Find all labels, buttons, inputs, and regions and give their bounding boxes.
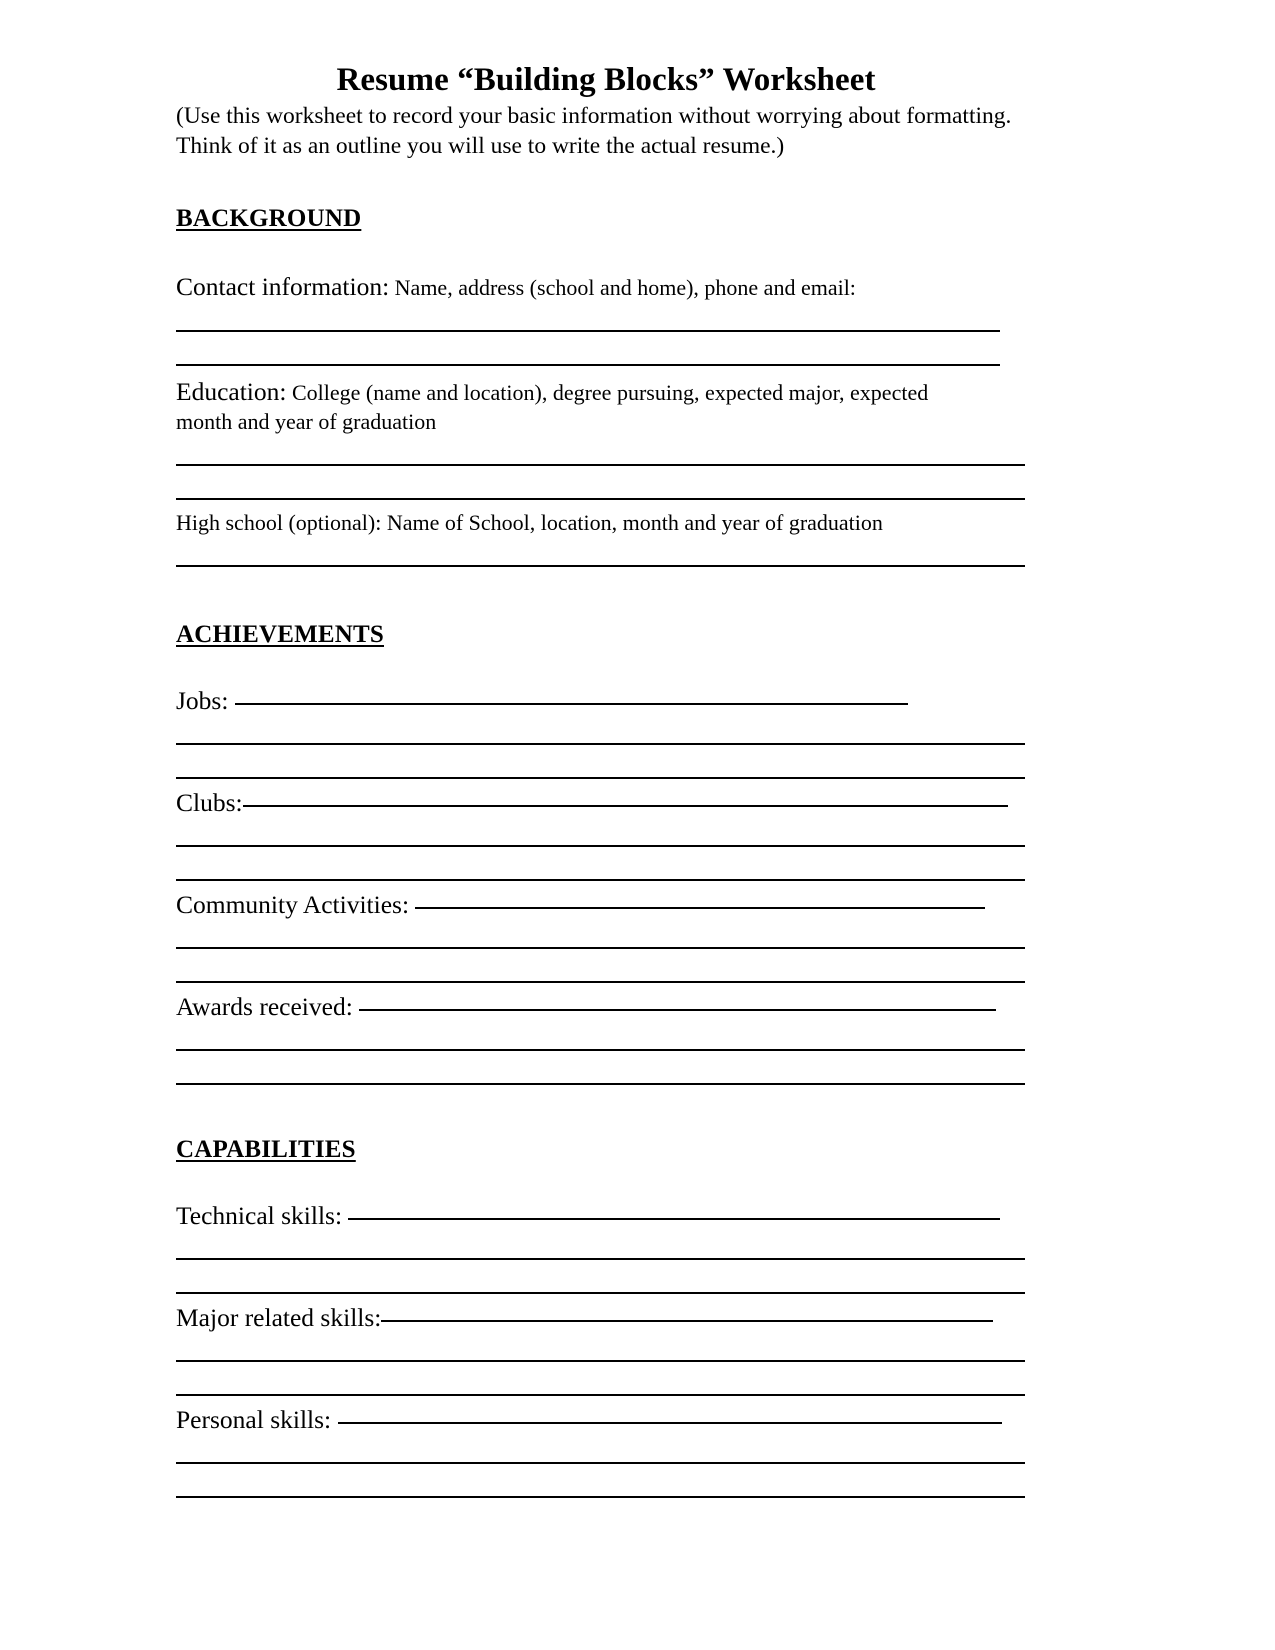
underline-rule — [176, 1049, 1025, 1051]
technical-skills-label: Technical skills: — [176, 1200, 349, 1230]
field-row-awards-received[interactable] — [176, 992, 1036, 1022]
education-description: College (name and location), degree pursuing, expected major, expected — [286, 380, 929, 406]
awards-received-label: Awards received: — [176, 991, 360, 1021]
write-line-contact-2[interactable] — [176, 341, 1036, 375]
contact-information-description: Name, address (school and home), phone and email: — [389, 275, 856, 301]
high-school-description: Name of School, location, month and year of graduation — [381, 509, 883, 535]
underline-rule-personal-skills — [338, 1422, 1002, 1424]
field-label-education — [176, 375, 1028, 408]
underline-rule — [176, 364, 1000, 366]
write-line-clubs-1[interactable] — [176, 818, 1036, 856]
spacer — [176, 649, 1036, 686]
underline-rule — [176, 1083, 1025, 1085]
field-row-community-activities[interactable] — [176, 890, 1036, 920]
section-heading-capabilities: CAPABILITIES — [176, 1135, 356, 1163]
write-line-high-school-1[interactable] — [176, 538, 1036, 576]
page-title: Resume “Building Blocks” Worksheet — [336, 62, 876, 98]
underline-rule — [176, 1496, 1025, 1498]
write-line-major-1[interactable] — [176, 1333, 1036, 1371]
write-line-education-1[interactable] — [176, 437, 1036, 475]
spacer — [176, 576, 1036, 621]
write-line-awards-1[interactable] — [176, 1022, 1036, 1060]
underline-rule — [176, 845, 1025, 847]
write-line-technical-2[interactable] — [176, 1269, 1036, 1303]
field-row-major-related-skills[interactable] — [176, 1303, 1036, 1333]
write-line-community-2[interactable] — [176, 958, 1036, 992]
personal-skills-label: Personal skills: — [176, 1405, 338, 1435]
underline-rule — [176, 498, 1025, 500]
field-row-technical-skills[interactable] — [176, 1201, 1036, 1231]
jobs-label: Jobs: — [176, 685, 235, 715]
underline-rule — [176, 981, 1025, 983]
section-heading-achievements: ACHIEVEMENTS — [176, 620, 384, 648]
education-description-line-2: month and year of graduation — [176, 409, 437, 435]
write-line-personal-2[interactable] — [176, 1473, 1036, 1507]
document-subtitle-line-2: Think of it as an outline you will use to write the actual resume.) — [176, 133, 785, 160]
spacer — [176, 1164, 1036, 1201]
write-line-clubs-2[interactable] — [176, 856, 1036, 890]
write-line-major-2[interactable] — [176, 1371, 1036, 1405]
spacer — [176, 1094, 1036, 1136]
high-school-label: High school (optional): — [176, 509, 382, 535]
field-row-clubs[interactable] — [176, 788, 1036, 818]
underline-rule — [176, 1462, 1025, 1464]
write-line-education-2[interactable] — [176, 475, 1036, 509]
field-label-contact-information — [176, 270, 1028, 303]
section-heading-background: BACKGROUND — [176, 205, 362, 233]
underline-rule-awards-received — [359, 1009, 996, 1011]
underline-rule — [176, 1258, 1025, 1260]
spacer — [176, 233, 1036, 270]
write-line-jobs-1[interactable] — [176, 716, 1036, 754]
underline-rule — [176, 464, 1025, 466]
write-line-jobs-2[interactable] — [176, 754, 1036, 788]
major-related-skills-label: Major related skills: — [176, 1302, 382, 1332]
underline-rule — [176, 947, 1025, 949]
education-label: Education: — [176, 377, 287, 407]
underline-rule-clubs — [243, 805, 1008, 807]
field-label-high-school — [176, 509, 1028, 538]
underline-rule-technical-skills — [348, 1218, 1000, 1220]
community-activities-label: Community Activities: — [176, 889, 416, 919]
underline-rule — [176, 1360, 1025, 1362]
spacer — [176, 161, 1036, 205]
underline-rule — [176, 777, 1025, 779]
underline-rule-major-related-skills — [381, 1320, 993, 1322]
write-line-awards-2[interactable] — [176, 1060, 1036, 1094]
field-row-personal-skills[interactable] — [176, 1405, 1036, 1435]
document-content — [176, 62, 1036, 1507]
underline-rule — [176, 565, 1025, 567]
write-line-technical-1[interactable] — [176, 1231, 1036, 1269]
underline-rule — [176, 330, 1000, 332]
field-row-jobs[interactable] — [176, 686, 1036, 716]
underline-rule-jobs — [235, 703, 908, 705]
write-line-contact-1[interactable] — [176, 303, 1036, 341]
write-line-personal-1[interactable] — [176, 1435, 1036, 1473]
contact-information-label: Contact information: — [176, 272, 390, 302]
write-line-community-1[interactable] — [176, 920, 1036, 958]
underline-rule-community-activities — [415, 907, 985, 909]
document-subtitle-line-1: (Use this worksheet to record your basic information without worrying about formatting. — [176, 102, 1012, 129]
clubs-label: Clubs: — [176, 787, 243, 817]
underline-rule — [176, 1292, 1025, 1294]
underline-rule — [176, 879, 1025, 881]
underline-rule — [176, 743, 1025, 745]
underline-rule — [176, 1394, 1025, 1396]
